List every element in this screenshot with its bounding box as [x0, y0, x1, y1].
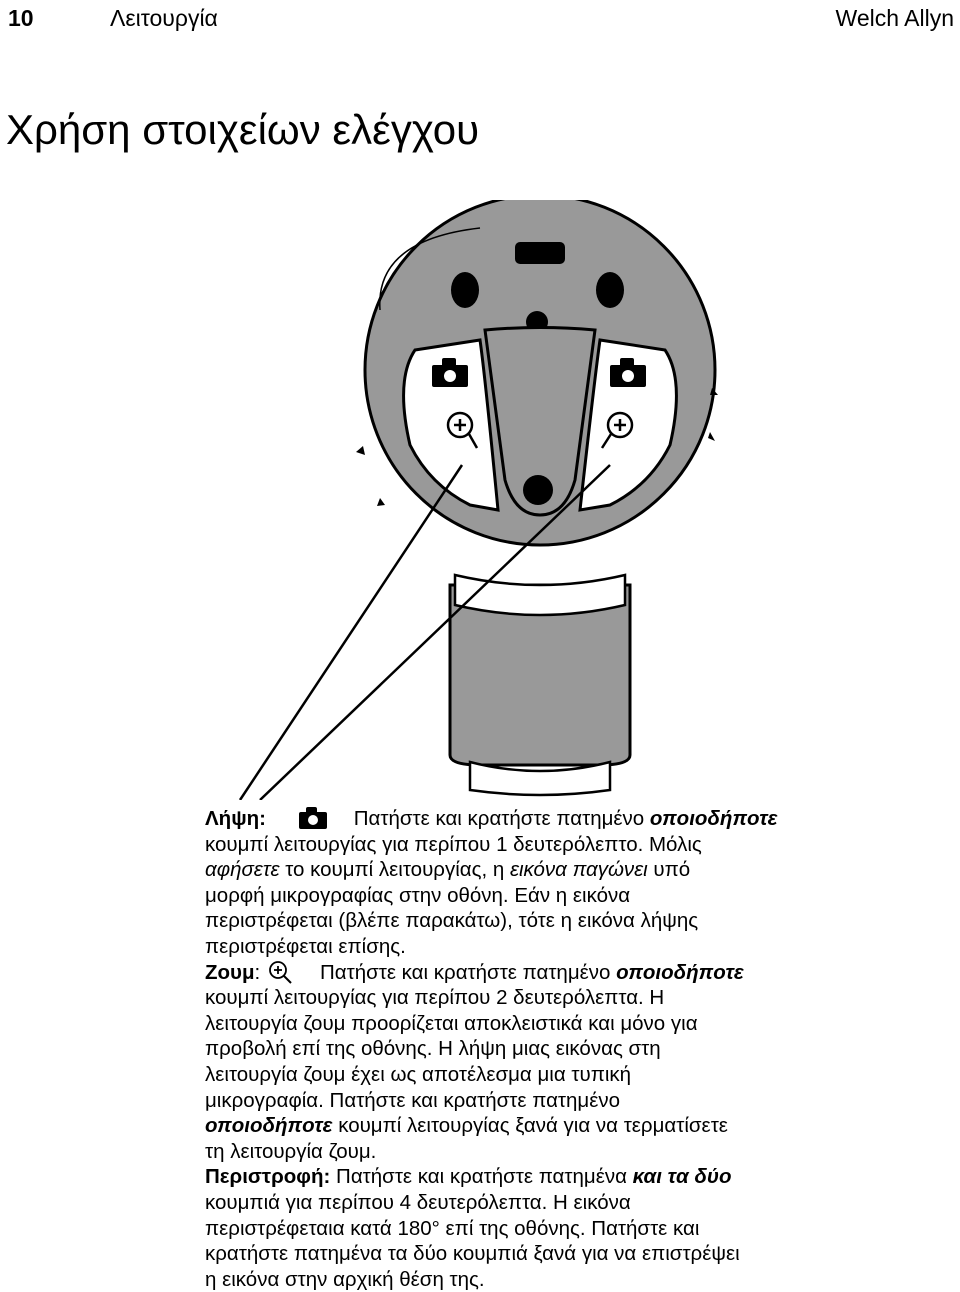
instructions	[205, 806, 905, 1292]
rotate-bold-1: και τα δύο	[632, 1165, 732, 1189]
capture-text-4: μορφή μικρογραφίας στην οθόνη. Εάν η εικόνα περιστρέφεται (βλέπε παρακάτω), τότε η εικόνα λήψης περιστρέφεται επίσης.	[205, 883, 699, 958]
rotate-paragraph	[205, 1164, 905, 1292]
capture-paragraph	[205, 806, 905, 960]
zoom-paragraph	[205, 960, 905, 1165]
zoom-text-2: κουμπί λειτουργίας για περίπου 2 δευτερόλεπτα. Η λειτουργία ζουμ προορίζεται αποκλειστικά και μόνο για προβολή επί της οθόνης. Η λήψη μιας εικόνας στη λειτουργία ζουμ έχει ως αποτέλεσμα μια τυπική μικρογραφία. Πατήστε και κρατήστε πατημένο	[205, 986, 698, 1112]
capture-italic-1: αφήσετε	[205, 858, 280, 882]
capture-text-3-end: υπό	[647, 858, 691, 882]
section-title: Λειτουργία	[110, 5, 218, 31]
capture-label: Λήψη:	[205, 807, 266, 830]
zoom-label: Ζουμ	[205, 960, 255, 984]
zoom-colon: :	[254, 960, 261, 984]
zoom-text-3: κουμπί λειτουργίας ξανά για να τερματίσετε	[332, 1114, 728, 1138]
zoom-icon	[268, 960, 294, 984]
rotate-label: Περιστροφή:	[205, 1165, 331, 1189]
zoom-text-4: τη λειτουργία ζουμ.	[205, 1139, 377, 1163]
zoom-bold-1: οποιοδήποτε	[616, 960, 744, 984]
capture-italic-2: εικόνα παγώνει	[509, 858, 648, 882]
brand-name: Welch Allyn	[835, 5, 954, 31]
page-number: 10	[8, 5, 34, 31]
rotate-text-2: κουμπιά για περίπου 4 δευτερόλεπτα. Η εικόνα περιστρέφεταια κατά 180° επί της οθόνης. Πατήστε και κρατήστε πατημένα τα δύο κουμπιά ξανά για να επιστρέψει η εικόνα στην αρχική θέση της.	[205, 1190, 740, 1291]
capture-text-1: Πατήστε και κρατήστε πατημένο	[353, 807, 650, 830]
capture-bold-1: οποιοδήποτε	[649, 807, 778, 830]
zoom-text-1: Πατήστε και κρατήστε πατημένο	[319, 960, 617, 984]
camera-icon	[298, 806, 328, 830]
capture-text-3: το κουμπί λειτουργίας, η	[279, 858, 510, 882]
page-title: Χρήση στοιχείων ελέγχου	[6, 106, 480, 153]
capture-text-2: κουμπί λειτουργίας για περίπου 1 δευτερόλεπτο. Μόλις	[205, 832, 702, 856]
rotate-text-1: Πατήστε και κρατήστε πατημένα	[330, 1165, 633, 1189]
zoom-bold-2: οποιοδήποτε	[205, 1114, 333, 1138]
device-illustration	[180, 200, 740, 800]
